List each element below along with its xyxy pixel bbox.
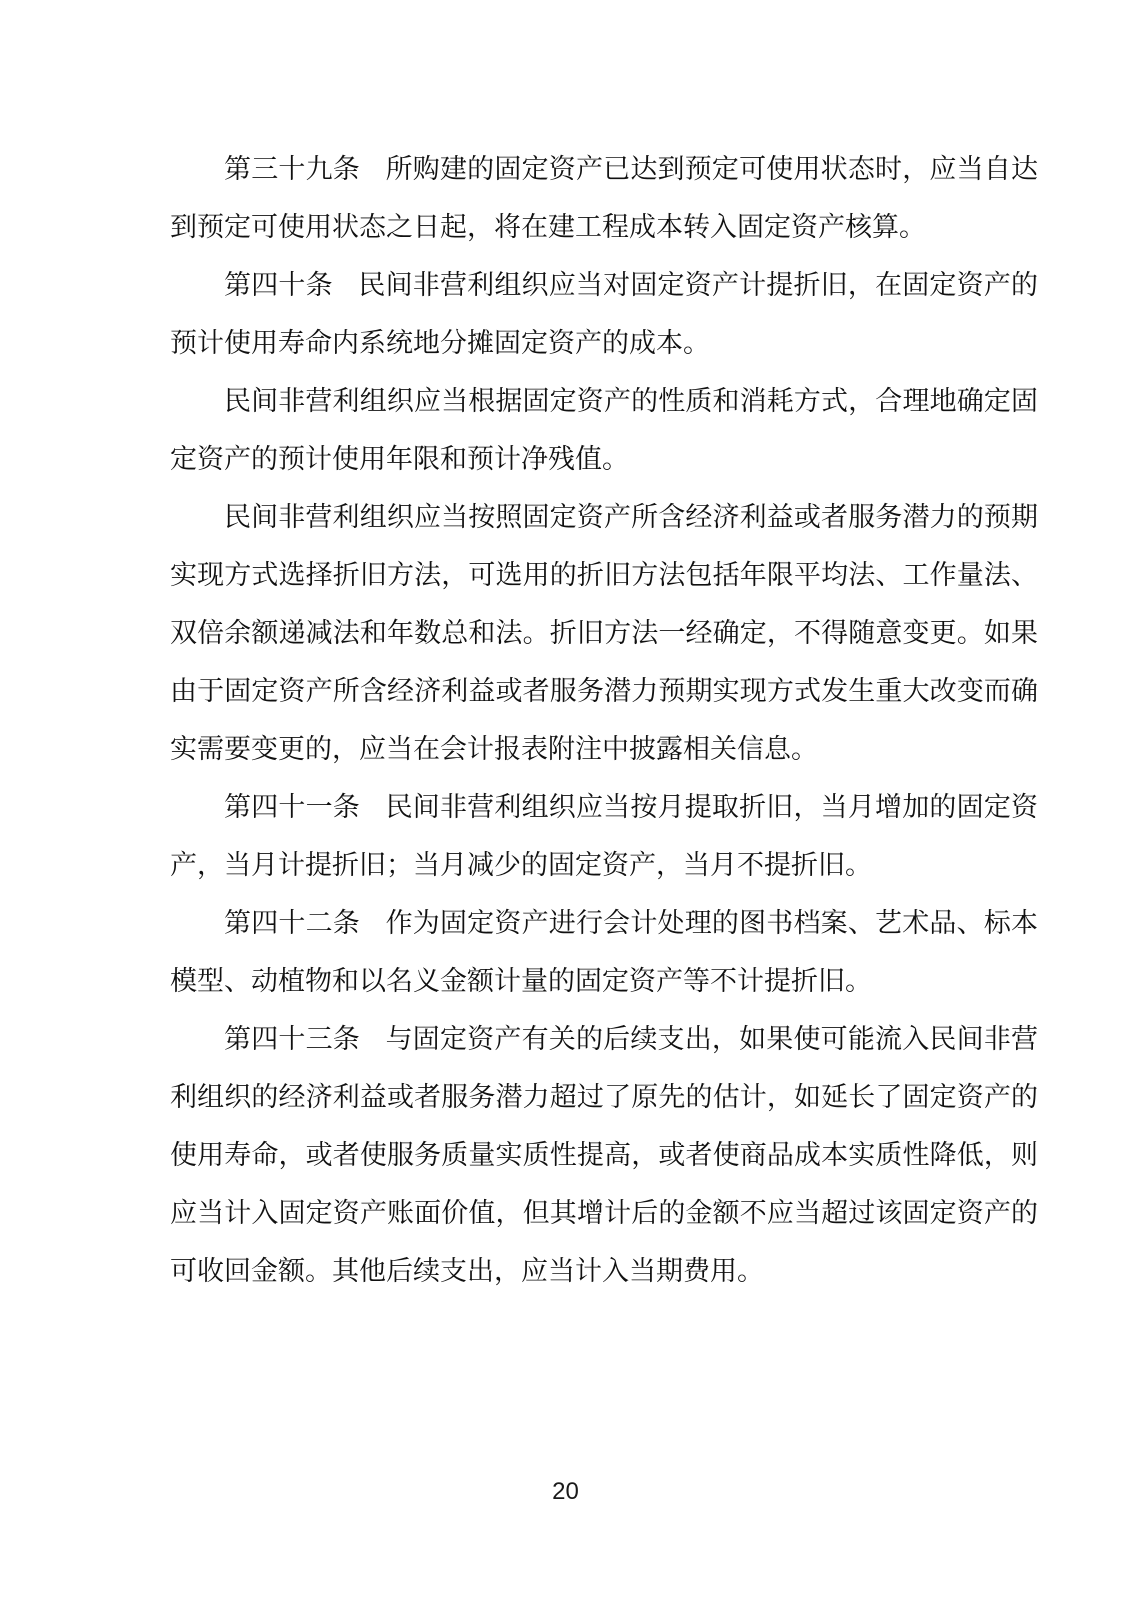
paragraph-text: 与固定资产有关的后续支出，如果使可能流入民间非营利组织的经济利益或者服务潜力超过了原先的估计，如延长了固定资产的使用寿命，或者使服务质量实质性提高，或者使商品成本实质性降低，则应当计入固定资产账面价值，但其增计后的金额不应当超过该固定资产的可收回金额。其他后续支出，应当计入当期费用。 [170,1024,1039,1286]
article-number: 第三十九条 [224,154,360,184]
paragraph [170,894,1038,1010]
paragraph-text: 作为固定资产进行会计处理的图书档案、艺术品、标本模型、动植物和以名义金额计量的固定资产等不计提折旧。 [170,908,1039,996]
paragraph-text: 民间非营利组织应当按照固定资产所含经济利益或者服务潜力的预期实现方式选择折旧方法，可选用的折旧方法包括年限平均法、工作量法、双倍余额递减法和年数总和法。折旧方法一经确定，不得随意变更。如果由于固定资产所含经济利益或者服务潜力预期实现方式发生重大改变而确实需要变更的，应当在会计报表附注中披露相关信息。 [170,502,1038,764]
paragraph [170,488,1038,778]
article-number: 第四十一条 [224,792,360,822]
article-number: 第四十条 [224,270,333,300]
paragraph [170,1010,1038,1300]
paragraph-text: 民间非营利组织应当根据固定资产的性质和消耗方式，合理地确定固定资产的预计使用年限和预计净残值。 [170,386,1038,474]
page-number: 20 [552,1478,579,1505]
paragraph-text: 所购建的固定资产已达到预定可使用状态时，应当自达到预定可使用状态之日起，将在建工程成本转入固定资产核算。 [170,154,1039,242]
paragraph [170,140,1038,256]
paragraph-text: 民间非营利组织应当按月提取折旧，当月增加的固定资产，当月计提折旧；当月减少的固定资产，当月不提折旧。 [170,792,1039,880]
document-body [170,140,1038,1300]
article-number: 第四十二条 [224,908,360,938]
paragraph [170,778,1038,894]
article-number: 第四十三条 [224,1024,360,1054]
paragraph-text: 民间非营利组织应当对固定资产计提折旧，在固定资产的预计使用寿命内系统地分摊固定资产的成本。 [170,270,1038,358]
paragraph [170,372,1038,488]
paragraph [170,256,1038,372]
